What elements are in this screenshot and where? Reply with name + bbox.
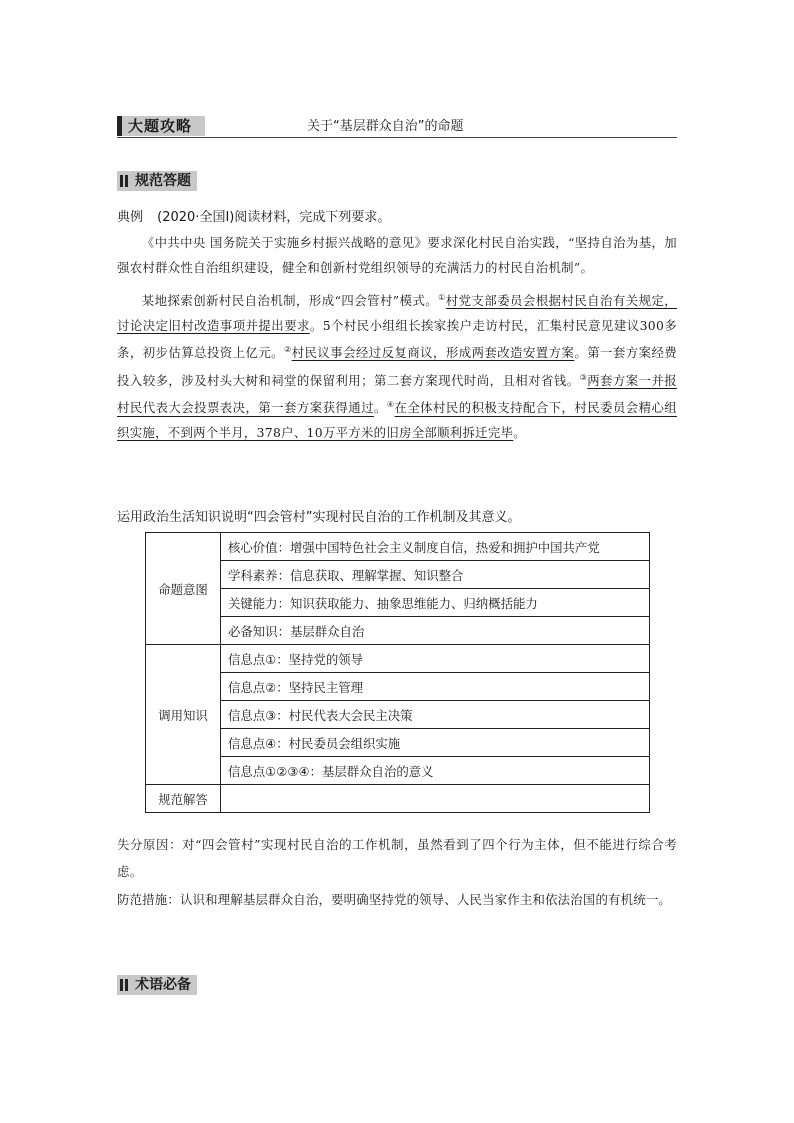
analysis-table [145,532,650,813]
example-label: 典例 [117,210,144,225]
table-cell [221,729,650,757]
cell-key: 学科素养 [228,567,278,583]
section-tag-terms [117,975,197,995]
example-heading [117,206,390,225]
cell-value: ：信息获取、理解掌握、知识整合 [277,567,464,583]
table-cell [221,561,650,589]
category-intent: 命题意图 [146,533,221,645]
table-row [146,701,650,729]
underlined-point-2: 村民议事会经过反复商议，形成两套改造安置方案 [291,345,575,361]
question-text: 运用政治生活知识说明“四会管村”实现村民自治的工作机制及其意义。 [117,510,521,525]
cell-key: 信息点① [228,651,277,667]
material-text-1: 。5个村民小组组长挨家挨户走访村民，汇集村民意见建议300多条，初步估算总投资上亿元。 [117,317,677,361]
section-tag-standard-answer [117,171,197,191]
prevent-text: ：认识和理解基层群众自治，要明确坚持党的领导、人民当家作主和依法治国的有机统一。 [167,892,671,907]
cell-key: 信息点④ [228,735,277,751]
cell-key: 必备知识 [228,623,278,639]
cell-value: ：基层群众自治 [277,623,365,639]
table-cell [221,645,650,673]
cell-key: 关键能力 [228,595,278,611]
material-text-4: 。 [513,425,526,440]
section-header [117,116,677,138]
cell-value: ：基层群众自治的意义 [309,763,434,779]
underlined-point-3: 两套方案一并报村民代表大会投票表决，第一套方案获得通过 [117,372,677,416]
cell-value: ：村民代表大会民主决策 [276,707,413,723]
example-source: (2020·全国Ⅰ)阅读材料，完成下列要求。 [157,210,391,225]
table-row [146,617,650,645]
cell-value: ：村民委员会组织实施 [276,735,401,751]
cell-key: 信息点①②③④ [228,763,310,779]
section-tag-label: 规范答题 [135,173,191,189]
table-row [146,589,650,617]
marker-2: ② [284,345,292,355]
table-row [146,785,650,813]
underlined-point-4: 在全体村民的积极支持配合下，村民委员会精心组织实施，不到两个半月，378户、10万平方米的旧房全部顺利拆迁完毕 [117,400,677,440]
cell-value: ：坚持党的领导 [276,651,364,667]
cell-value: ：增强中国特色社会主义制度自信，热爱和拥护中国共产党 [277,539,600,555]
loss-label: 失分原因 [117,837,170,852]
material-text [117,231,677,446]
cell-value: ：知识获取能力、抽象思维能力、归纳概括能力 [277,595,538,611]
table-cell [221,701,650,729]
section-tag-label: 术语必备 [135,977,191,993]
category-answer: 规范解答 [146,785,221,813]
cell-key: 核心价值 [228,539,278,555]
material-text-3: 。 [373,400,387,416]
loss-reason [117,831,677,885]
section-bar-icon [120,175,130,187]
material-paragraph-2 [117,286,677,446]
table-row [146,533,650,561]
table-cell [221,617,650,645]
answer-cell [221,785,650,813]
table-row [146,645,650,673]
table-cell [221,757,650,785]
underlined-point-1: 村党支部委员会根据村民自治有关规定，讨论决定旧村改造事项并提出要求 [117,293,677,333]
loss-text: ：对“四会管村”实现村民自治的工作机制，虽然看到了四个行为主体，但不能进行综合考虑。 [117,837,677,879]
table-row [146,729,650,757]
table-cell [221,589,650,617]
cell-key: 信息点② [228,679,277,695]
marker-1: ① [438,293,446,302]
section-bar-icon [120,979,130,991]
table-row [146,673,650,701]
table-cell [221,533,650,561]
table-cell [221,673,650,701]
cell-key: 信息点③ [228,707,277,723]
table-row [146,561,650,589]
material-paragraph-1: 《中共中央 国务院关于实施乡村振兴战略的意见》要求深化村民自治实践，“坚持自治为基，加强农村群众性自治组织建设，健全和创新村党组织领导的充满活力的村民自治机制”。 [117,235,677,275]
marker-3: ③ [579,372,588,382]
category-knowledge: 调用知识 [146,645,221,785]
table-row [146,757,650,785]
material-text-2: 。第一套方案经费投入较多，涉及村头大树和祠堂的保留利用；第二套方案现代时尚，且相对省钱。 [117,345,677,388]
prevention-measure [117,886,677,913]
prevent-label: 防范措施 [117,892,168,907]
material-intro: 某地探索创新村民自治机制，形成“四会管村”模式。 [141,293,439,309]
header-tag: 大题攻略 [117,116,205,136]
header-title: 关于“基层群众自治”的命题 [307,119,464,134]
marker-4: ④ [386,400,395,410]
cell-value: ：坚持民主管理 [276,679,364,695]
